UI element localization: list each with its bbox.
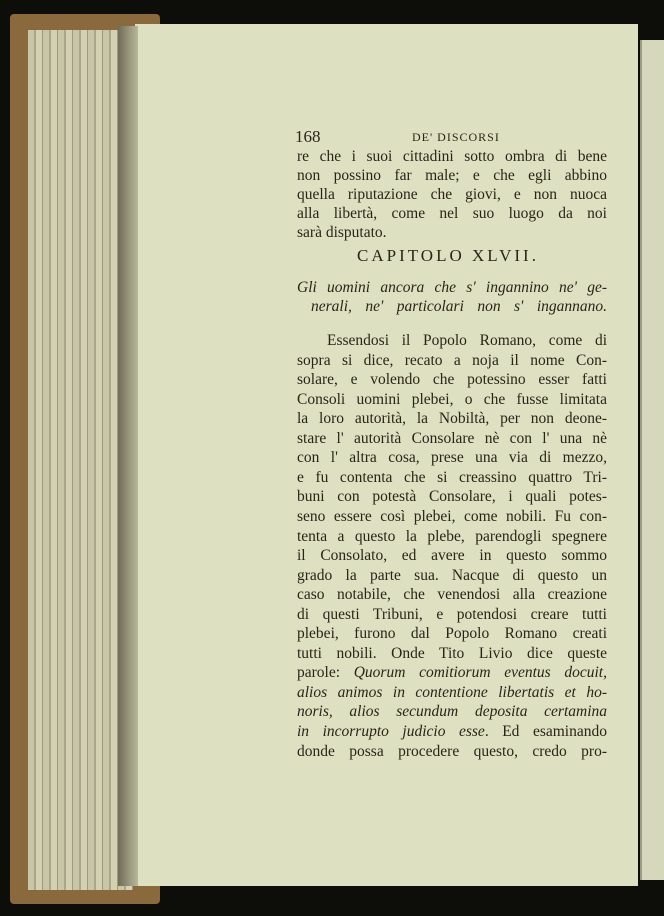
text-line bbox=[297, 742, 607, 761]
text-line bbox=[297, 409, 607, 428]
text-line bbox=[297, 468, 607, 487]
book-gutter bbox=[118, 26, 138, 886]
text-line: re che i suoi cittadini sotto ombra di bene bbox=[297, 148, 607, 165]
text-line bbox=[297, 585, 607, 604]
running-title: DE' DISCORSI bbox=[412, 130, 500, 144]
latin-quote: alios animos in contentione libertatis et ho- bbox=[297, 683, 607, 701]
text-line bbox=[297, 644, 607, 663]
text-span: seno essere così plebei, come nobili. Fu con- bbox=[297, 507, 607, 525]
text-span: plebei, furono dal Popolo Romano creati bbox=[297, 625, 607, 643]
facing-page-edge bbox=[640, 40, 664, 880]
text-span: parole: bbox=[297, 664, 354, 682]
text-line bbox=[297, 429, 607, 448]
text-line bbox=[297, 370, 607, 389]
text-span: stare l' autorità Consolare nè con l' una nè bbox=[297, 429, 607, 447]
text-span: Essendosi il Popolo Romano, come di bbox=[327, 332, 607, 349]
text-span: solare, e volendo che potessino esser fatti bbox=[297, 371, 607, 389]
text-span: e fu contenta che si creassino quattro Tri- bbox=[297, 468, 607, 486]
text-span: di questi Tribuni, e potendosi creare tutti bbox=[297, 605, 607, 623]
page-text bbox=[295, 127, 607, 760]
latin-quote: noris, alios secundum deposita certamina bbox=[297, 703, 607, 721]
text-span: il Consolato, ed avere in questo sommo bbox=[297, 547, 607, 565]
text-span: caso notabile, che venendosi alla creazione bbox=[297, 586, 607, 604]
text-line bbox=[297, 507, 607, 526]
text-line bbox=[297, 351, 607, 370]
text-line bbox=[297, 702, 607, 721]
text-line bbox=[297, 605, 607, 624]
text-span: . Ed esaminando bbox=[484, 723, 607, 740]
text-span: tenta a questo la plebe, parendogli spegnere bbox=[297, 527, 607, 545]
text-line: alla libertà, come nel suo luogo da noi bbox=[297, 205, 607, 222]
text-line bbox=[297, 448, 607, 467]
text-span: buni con potestà Consolare, i quali potes- bbox=[297, 488, 607, 506]
text-span: grado la parte sua. Nacque di questo un bbox=[297, 566, 607, 584]
text-line: non possino far male; e che egli abbino bbox=[297, 167, 607, 184]
text-line bbox=[297, 546, 607, 565]
text-line bbox=[297, 722, 607, 741]
text-line: nerali, ne' particolari non s' ingannano. bbox=[311, 298, 607, 315]
text-line: sarà disputato. bbox=[297, 224, 387, 241]
text-span: la loro autorità, la Nobiltà, per non deone- bbox=[297, 410, 607, 428]
latin-quote: in incorrupto judicio esse bbox=[297, 723, 485, 740]
text-span: sopra si dice, recato a noja il nome Con- bbox=[297, 351, 607, 369]
text-line bbox=[297, 566, 607, 585]
text-span: donde possa procedere questo, credo pro- bbox=[297, 742, 607, 760]
text-span: Consoli uomini plebei, o che fusse limitata bbox=[297, 390, 607, 408]
text-line bbox=[297, 624, 607, 643]
text-line: Gli uomini ancora che s' ingannino ne' ge- bbox=[297, 279, 607, 296]
latin-quote: Quorum comitiorum eventus docuit, bbox=[353, 664, 607, 682]
chapter-title: CAPITOLO XLVII. bbox=[357, 246, 539, 265]
text-span: tutti nobili. Onde Tito Livio dice queste bbox=[297, 644, 607, 662]
text-line bbox=[297, 683, 607, 702]
text-line bbox=[327, 331, 607, 350]
text-line bbox=[297, 663, 607, 682]
text-line bbox=[297, 487, 607, 506]
text-line: quella riputazione che giovi, e non nuoca bbox=[297, 186, 607, 203]
text-span: con l' altra cosa, prese una via di mezzo, bbox=[297, 449, 607, 467]
text-line bbox=[297, 390, 607, 409]
page-number: 168 bbox=[295, 127, 321, 146]
text-line bbox=[297, 527, 607, 546]
